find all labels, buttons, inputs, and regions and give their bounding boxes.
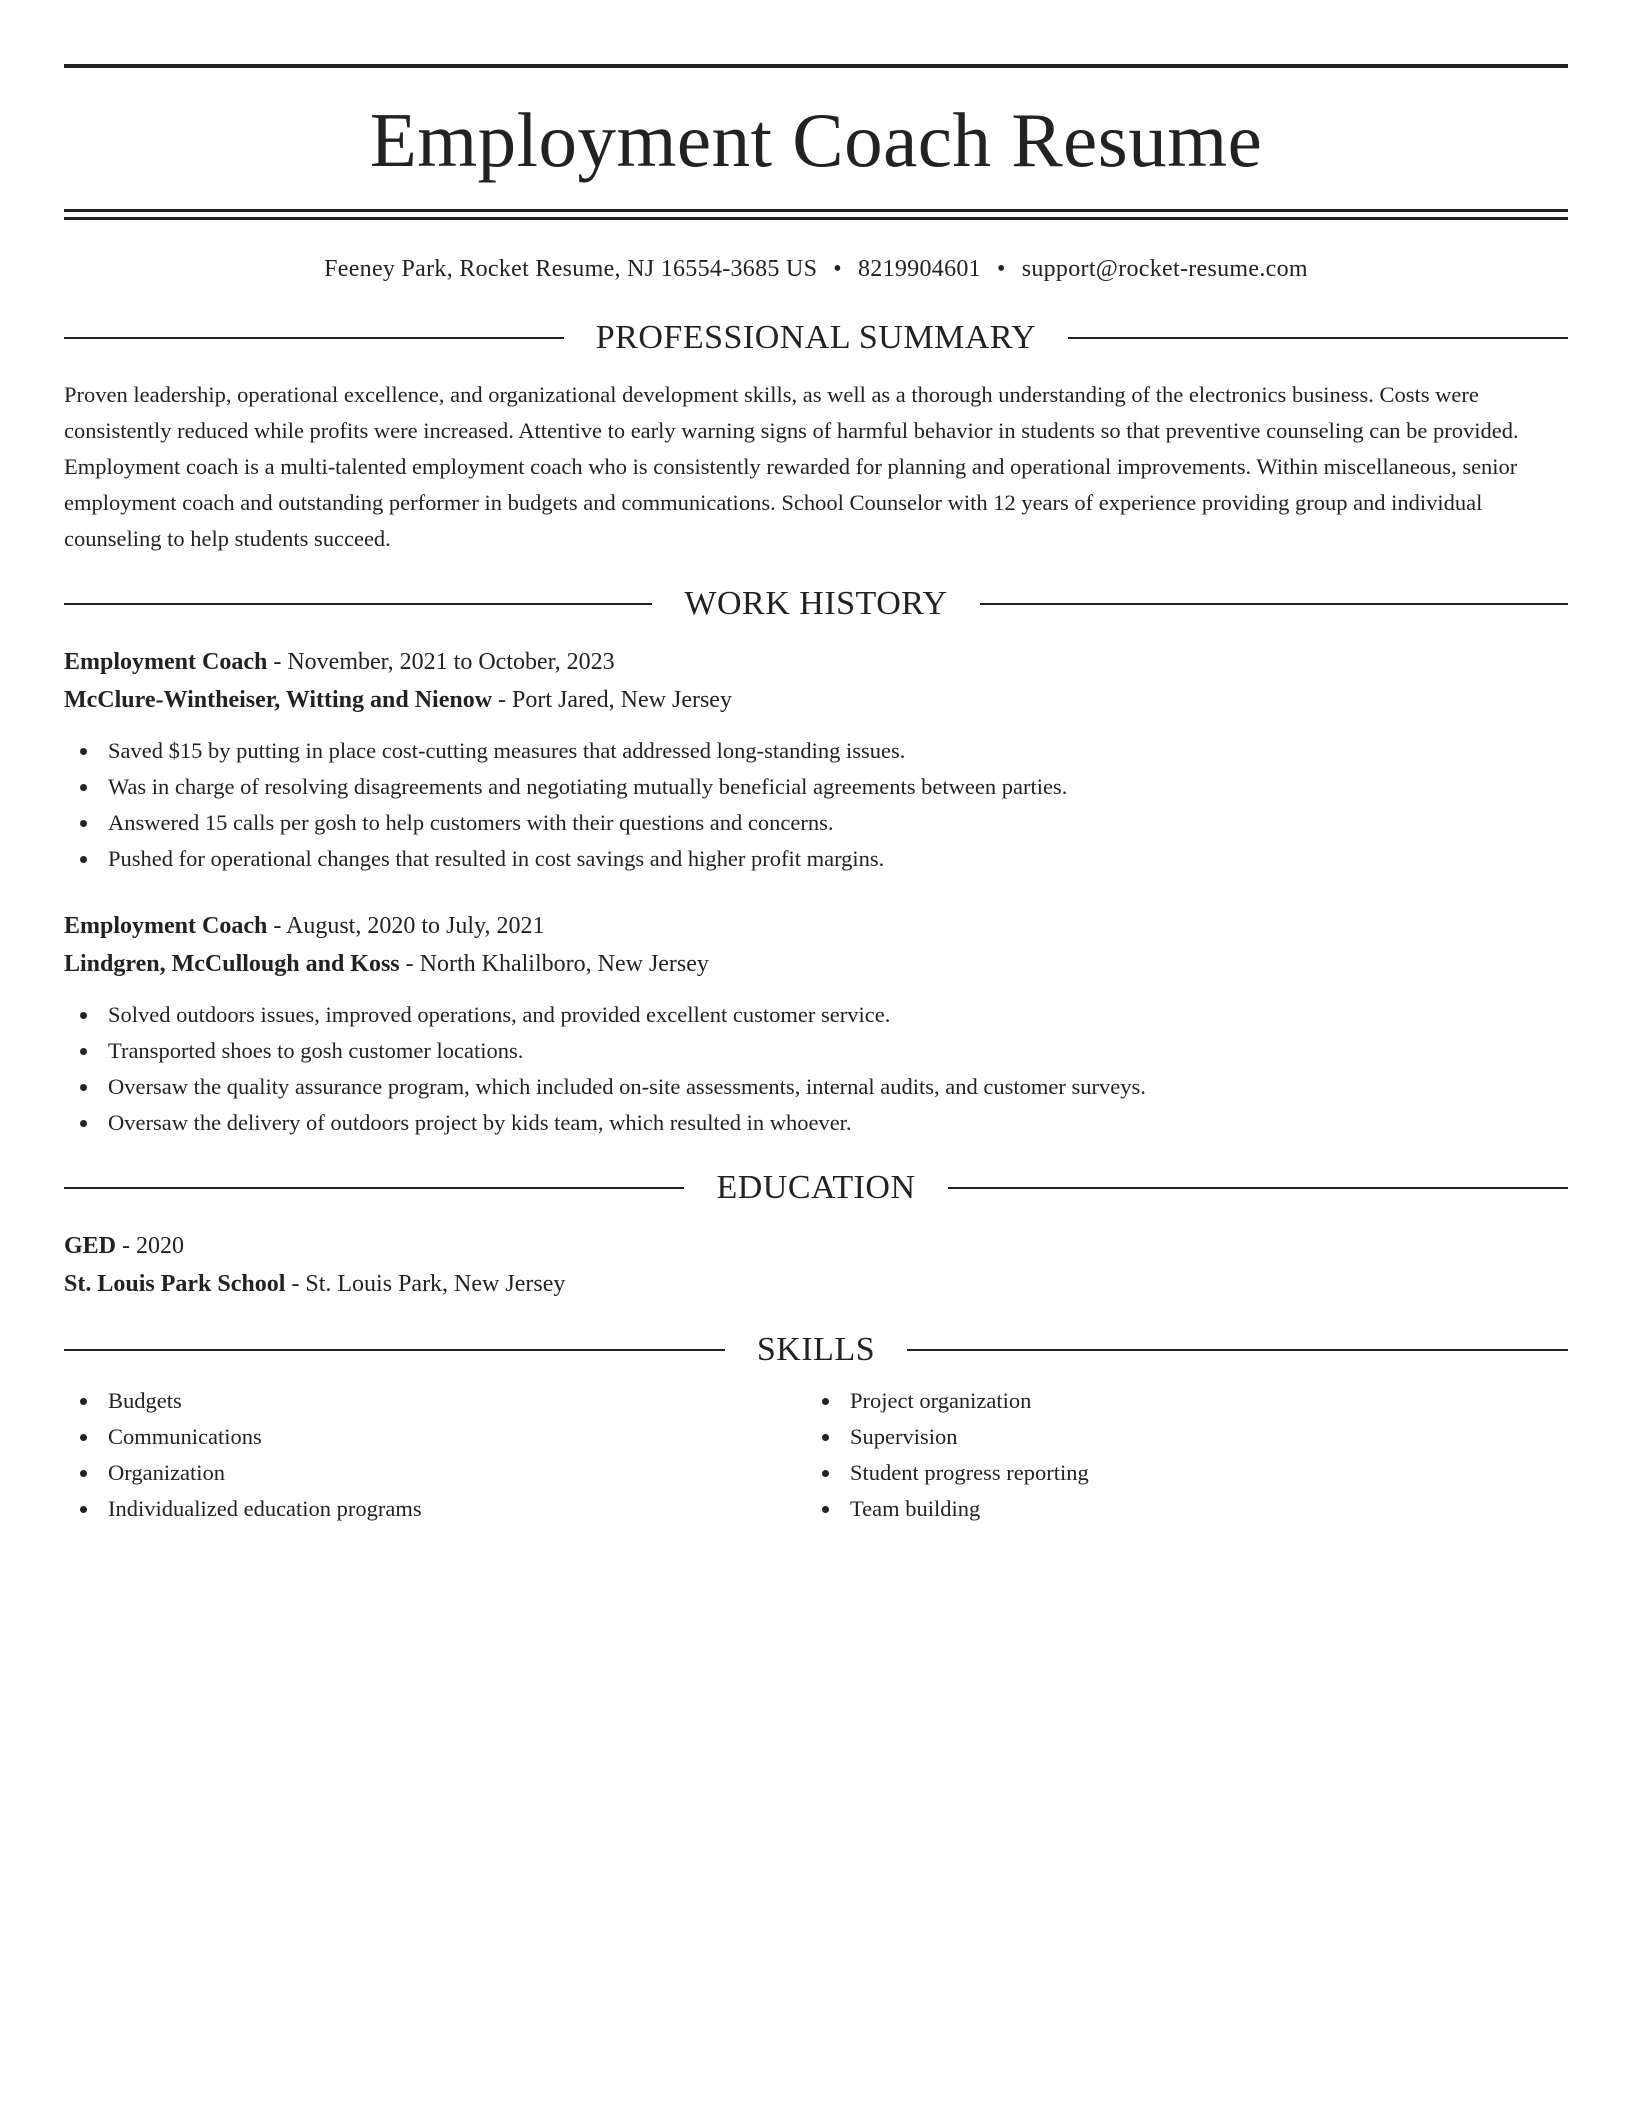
employer-location: - North Khalilboro, New Jersey <box>399 951 709 977</box>
contact-address: Feeney Park, Rocket Resume, NJ 16554-3685 US <box>324 256 818 282</box>
school-name: St. Louis Park School <box>64 1271 286 1297</box>
section-rule <box>980 603 1568 605</box>
contact-separator: • <box>996 256 1006 282</box>
list-item: Individualized education programs <box>64 1491 806 1527</box>
list-item: Budgets <box>64 1383 806 1419</box>
summary-paragraph: Proven leadership, operational excellence, and organizational development skills, as well as a thorough understanding of the electronics business. Costs were consistently reduced while profits were increased. Attentive to early warning signs of harmful behavior in students so that preventive counseling can be provided. Employment coach is a multi-talented employment coach who is consistently rewarded for planning and operational improvements. Within miscellaneous, senior employment coach and outstanding performer in budgets and communications. School Counselor with 12 years of experience providing group and individual counseling to help students succeed. <box>64 382 1519 551</box>
top-rule <box>64 64 1568 68</box>
school-location: - St. Louis Park, New Jersey <box>285 1271 566 1297</box>
job-title: Employment Coach <box>64 913 268 939</box>
job-dates: - August, 2020 to July, 2021 <box>267 913 545 939</box>
list-item: Answered 15 calls per gosh to help customers with their questions and concerns. <box>64 805 1568 841</box>
job-entry <box>64 907 1568 1141</box>
employer-name: McClure-Wintheiser, Witting and Nienow <box>64 687 493 713</box>
list-item: Team building <box>806 1491 1548 1527</box>
list-item: Oversaw the delivery of outdoors project by kids team, which resulted in whoever. <box>64 1105 1568 1141</box>
skills-column-left <box>64 1383 806 1527</box>
list-item: Organization <box>64 1455 806 1491</box>
section-rule <box>64 603 652 605</box>
contact-separator: • <box>833 256 842 282</box>
list-item: Solved outdoors issues, improved operations, and provided excellent customer service. <box>64 997 1568 1033</box>
skills-list <box>806 1383 1548 1527</box>
section-header-work <box>64 587 1568 621</box>
list-item: Communications <box>64 1419 806 1455</box>
skills-grid <box>64 1383 1568 1527</box>
contact-phone: 8219904601 <box>857 256 981 282</box>
list-item: Student progress reporting <box>806 1455 1548 1491</box>
school-line <box>64 1265 1568 1303</box>
degree-name: GED <box>64 1233 117 1259</box>
list-item: Was in charge of resolving disagreements and negotiating mutually beneficial agreements between parties. <box>64 769 1568 805</box>
section-title-education: EDUCATION <box>716 1169 916 1206</box>
list-item: Project organization <box>806 1383 1548 1419</box>
list-item: Supervision <box>806 1419 1548 1455</box>
employer-location: - Port Jared, New Jersey <box>492 687 732 713</box>
title-double-rule <box>64 209 1568 220</box>
section-header-education <box>64 1171 1568 1205</box>
degree-year: - 2020 <box>116 1233 185 1259</box>
education-entry <box>64 1227 1568 1303</box>
section-rule <box>948 1187 1568 1189</box>
job-bullets <box>64 733 1568 877</box>
job-title-line <box>64 643 1568 681</box>
section-rule <box>1068 337 1568 339</box>
job-title: Employment Coach <box>64 649 268 675</box>
skills-list <box>64 1383 806 1527</box>
section-rule <box>907 1349 1568 1351</box>
section-header-skills <box>64 1333 1568 1367</box>
section-rule <box>64 1187 684 1189</box>
employer-line <box>64 945 1568 983</box>
employer-name: Lindgren, McCullough and Koss <box>64 951 400 977</box>
job-title-line <box>64 907 1568 945</box>
section-title-work: WORK HISTORY <box>684 585 948 622</box>
degree-line <box>64 1227 1568 1265</box>
contact-line <box>64 256 1568 283</box>
section-rule <box>64 1349 725 1351</box>
job-dates: - November, 2021 to October, 2023 <box>267 649 615 675</box>
list-item: Oversaw the quality assurance program, which included on-site assessments, internal audits, and customer surveys. <box>64 1069 1568 1105</box>
contact-email: support@rocket-resume.com <box>1021 256 1308 282</box>
section-title-skills: SKILLS <box>756 1331 876 1368</box>
section-title-summary: PROFESSIONAL SUMMARY <box>595 319 1037 356</box>
skills-column-right <box>806 1383 1548 1527</box>
job-bullets <box>64 997 1568 1141</box>
list-item: Transported shoes to gosh customer locations. <box>64 1033 1568 1069</box>
list-item: Saved $15 by putting in place cost-cutting measures that addressed long-standing issues. <box>64 733 1568 769</box>
list-item: Pushed for operational changes that resulted in cost savings and higher profit margins. <box>64 841 1568 877</box>
section-header-summary <box>64 321 1568 355</box>
employer-line <box>64 681 1568 719</box>
job-entry <box>64 643 1568 877</box>
section-rule <box>64 337 564 339</box>
page-title: Employment Coach Resume <box>369 97 1263 183</box>
